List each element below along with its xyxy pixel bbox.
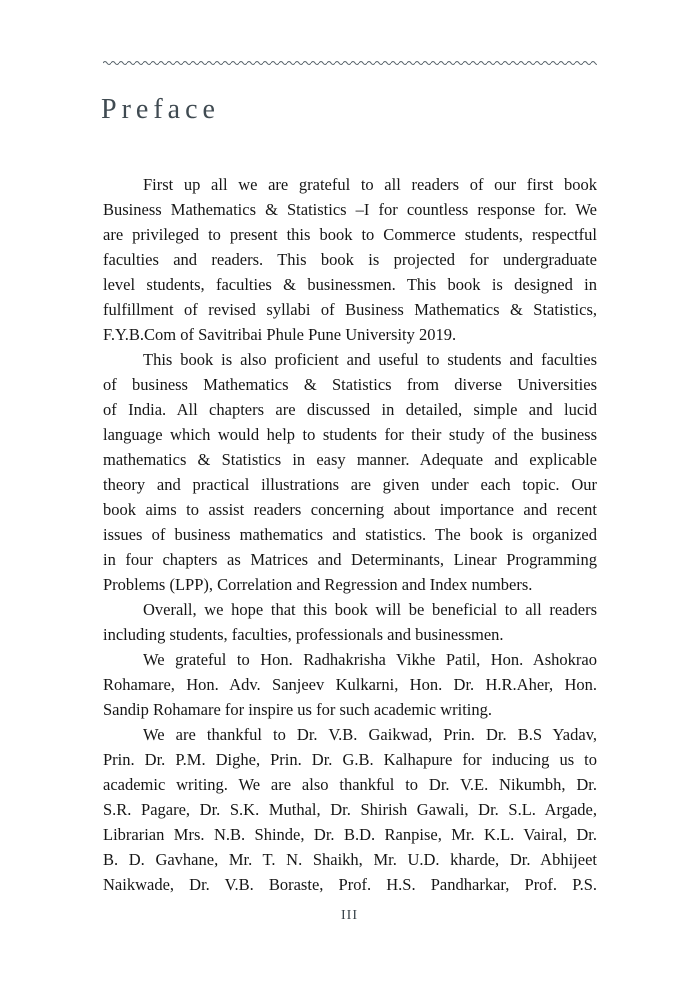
- text-line: are privileged to present this book to Commerce students, respectful: [103, 225, 597, 244]
- text-line: Overall, we hope that this book will be beneficial to all readers: [143, 600, 597, 619]
- text-line: Librarian Mrs. N.B. Shinde, Dr. B.D. Ranpise, Mr. K.L. Vairal, Dr.: [103, 825, 597, 844]
- text-line: Business Mathematics & Statistics –I for countless response for. We: [103, 200, 597, 219]
- text-line: including students, faculties, professionals and businessmen.: [103, 625, 504, 644]
- text-line: Rohamare, Hon. Adv. Sanjeev Kulkarni, Hon. Dr. H.R.Aher, Hon.: [103, 675, 597, 694]
- text-line: language which would help to students for their study of the business: [103, 425, 597, 444]
- text-line: in four chapters as Matrices and Determinants, Linear Programming: [103, 550, 597, 569]
- text-line: faculties and readers. This book is projected for undergraduate: [103, 250, 597, 269]
- text-line: fulfillment of revised syllabi of Business Mathematics & Statistics,: [103, 300, 597, 319]
- page-number: III: [341, 908, 358, 923]
- text-line: This book is also proficient and useful to students and faculties: [143, 350, 597, 369]
- text-line: Sandip Rohamare for inspire us for such academic writing.: [103, 700, 493, 719]
- text-line: academic writing. We are also thankful to Dr. V.E. Nikumbh, Dr.: [103, 775, 597, 794]
- text-line: Prin. Dr. P.M. Dighe, Prin. Dr. G.B. Kalhapure for inducing us to: [103, 750, 597, 769]
- text-line: F.Y.B.Com of Savitribai Phule Pune University 2019.: [103, 325, 457, 344]
- text-line: First up all we are grateful to all readers of our first book: [143, 175, 597, 194]
- wave-fill: [103, 59, 597, 67]
- preface-body: [103, 172, 597, 897]
- text-line: Naikwade, Dr. V.B. Boraste, Prof. H.S. Pandharkar, Prof. P.S.: [103, 875, 597, 894]
- text-line: We grateful to Hon. Radhakrisha Vikhe Patil, Hon. Ashokrao: [143, 650, 597, 669]
- text-line: Problems (LPP), Correlation and Regression and Index numbers.: [103, 575, 533, 594]
- text-line: issues of business mathematics and statistics. The book is organized: [103, 525, 597, 544]
- wavy-divider: [103, 59, 597, 67]
- text-line: mathematics & Statistics in easy manner. Adequate and explicable: [103, 450, 597, 469]
- page-title: Preface: [101, 94, 220, 125]
- text-line: We are thankful to Dr. V.B. Gaikwad, Prin. Dr. B.S Yadav,: [143, 725, 597, 744]
- text-line: theory and practical illustrations are given under each topic. Our: [103, 475, 597, 494]
- text-line: B. D. Gavhane, Mr. T. N. Shaikh, Mr. U.D. kharde, Dr. Abhijeet: [103, 850, 597, 869]
- text-line: level students, faculties & businessmen. This book is designed in: [103, 275, 597, 294]
- text-line: book aims to assist readers concerning about importance and recent: [103, 500, 597, 519]
- text-line: of business Mathematics & Statistics from diverse Universities: [103, 375, 597, 394]
- text-line: of India. All chapters are discussed in detailed, simple and lucid: [103, 400, 597, 419]
- text-line: S.R. Pagare, Dr. S.K. Muthal, Dr. Shirish Gawali, Dr. S.L. Argade,: [103, 800, 597, 819]
